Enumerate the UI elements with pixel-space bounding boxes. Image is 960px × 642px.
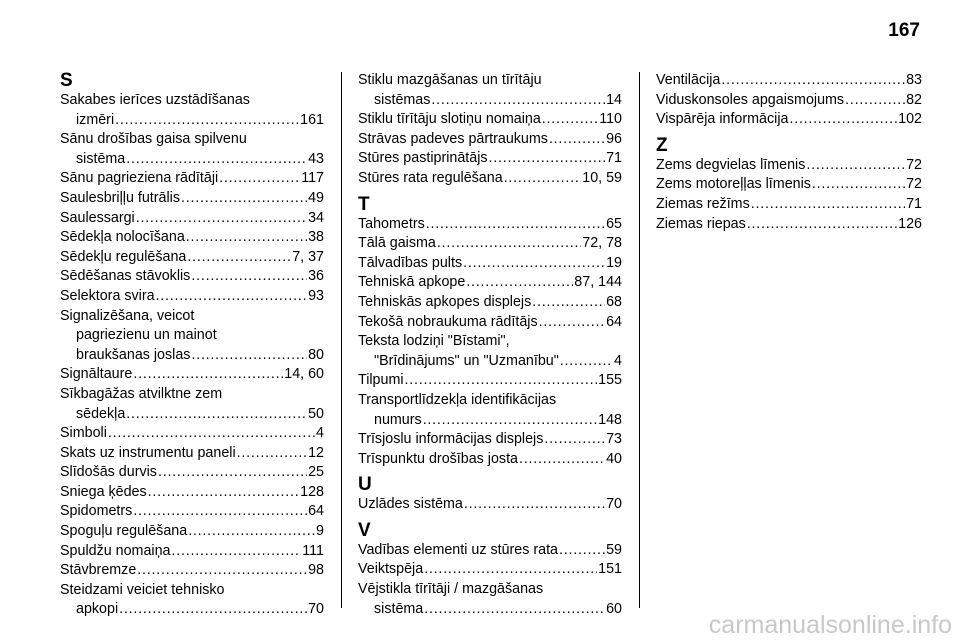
dot-leader	[426, 215, 605, 235]
dot-leader	[721, 71, 905, 91]
index-entry-term: apkopi	[76, 601, 119, 618]
index-entry-term: Spuldžu nomaiņa	[60, 542, 171, 559]
index-entry-pages: 12	[308, 444, 324, 461]
index-entry	[60, 91, 324, 130]
index-entry-term: sistēma	[76, 150, 126, 167]
index-entry-term: Ziemas riepas	[656, 215, 746, 232]
index-entry-pages: 14, 60	[284, 366, 324, 383]
dot-leader	[133, 365, 283, 385]
index-entry	[358, 149, 622, 169]
dot-leader	[549, 130, 605, 150]
index-entry-term: Zems motoreļļas līmenis	[656, 176, 811, 193]
index-entry	[358, 391, 622, 430]
index-entry	[60, 444, 324, 464]
index-entry-term: Saulesbriļļu futrālis	[60, 189, 180, 206]
dot-leader	[171, 542, 301, 562]
dot-leader	[108, 424, 315, 444]
index-entry	[358, 332, 622, 371]
index-entry	[358, 169, 622, 189]
dot-leader	[237, 444, 307, 464]
index-entry-pages: 148	[598, 411, 622, 428]
dot-leader	[747, 215, 897, 235]
index-entry-term: Zems degvielas līmenis	[656, 156, 806, 173]
index-entry-pages: 80	[308, 346, 324, 363]
index-entry-pages: 34	[308, 209, 324, 226]
index-entry-term: Tekošā nobraukuma rādītājs	[358, 313, 538, 330]
dot-leader	[751, 195, 905, 215]
index-entry-term: Uzlādes sistēma	[358, 496, 463, 513]
index-entry-term: Veiktspēja	[358, 561, 424, 578]
index-entry-term: Tālā gaisma	[358, 235, 436, 252]
index-entry-pages: 161	[300, 111, 324, 128]
dot-leader	[489, 149, 606, 169]
index-entry-pages: 4	[316, 425, 324, 442]
dot-leader	[845, 91, 905, 111]
dot-leader	[115, 111, 299, 131]
index-entry-pages: 25	[308, 464, 324, 481]
dot-leader	[191, 267, 307, 287]
index-entry	[60, 209, 324, 229]
page-number: 167	[888, 20, 920, 41]
dot-leader	[466, 273, 573, 293]
dot-leader	[156, 287, 308, 307]
dot-leader	[126, 150, 307, 170]
index-entry-pages: 110	[599, 111, 622, 128]
index-entry-term: braukšanas joslas	[76, 346, 191, 363]
index-entry-pages: 87, 144	[574, 274, 622, 291]
index-entry-pages: 59	[606, 541, 622, 558]
dot-leader	[539, 313, 605, 333]
index-entry-term: sistēmas	[374, 91, 431, 108]
dot-leader	[559, 541, 605, 561]
column-divider	[639, 72, 640, 608]
index-entry-term: "Brīdinājums" un "Uzmanību"	[374, 352, 559, 369]
index-entry-pages: 126	[898, 215, 922, 232]
index-entry	[358, 110, 622, 130]
index-entry-pages: 102	[898, 111, 922, 128]
index-entry	[358, 234, 622, 254]
index-entry-term: numurs	[374, 411, 422, 428]
index-entry	[358, 273, 622, 293]
index-column-1	[60, 71, 324, 620]
dot-leader	[463, 254, 605, 274]
index-entry-term: Sānu pagrieziena rādītāji	[60, 170, 219, 187]
dot-leader	[191, 346, 307, 366]
index-column-3	[656, 71, 922, 234]
index-entry-pages: 72	[906, 176, 922, 193]
dot-leader	[119, 600, 307, 620]
index-entry-term: Viduskonsoles apgaismojums	[656, 91, 845, 108]
index-entry-pages: 98	[308, 562, 324, 579]
index-entry-term: Stiklu tīrītāju slotiņu nomaiņa	[358, 111, 541, 128]
dot-leader	[464, 495, 605, 515]
index-entry-pages: 70	[308, 601, 324, 618]
index-entry-term: Selektora svira	[60, 287, 155, 304]
index-entry-term: izmēri	[76, 111, 115, 128]
index-entry	[60, 248, 324, 268]
index-entry	[656, 215, 922, 235]
index-entry-term: Sānu drošības gaisa spilvenu	[60, 131, 247, 148]
dot-leader	[504, 169, 582, 189]
index-entry-pages: 43	[308, 150, 324, 167]
index-entry-term: Sakabes ierīces uzstādīšanas	[60, 92, 250, 108]
index-entry-term: Spoguļu regulēšana	[60, 523, 188, 540]
dot-leader	[136, 209, 307, 229]
index-entry	[656, 91, 922, 111]
index-entry-pages: 72, 78	[582, 235, 622, 252]
index-entry	[358, 450, 622, 470]
index-entry	[60, 581, 324, 620]
index-entry-term: Vējstikla tīrītāji / mazgāšanas	[358, 581, 544, 598]
index-entry-term: Tālvadības pults	[358, 254, 463, 271]
index-entry-pages: 73	[606, 431, 622, 448]
index-entry-pages: 71	[906, 195, 922, 212]
index-entry-term: Strāvas padeves pārtraukums	[358, 130, 548, 147]
dot-leader	[133, 502, 307, 522]
index-entry	[60, 287, 324, 307]
index-entry	[358, 430, 622, 450]
dot-leader	[806, 156, 905, 176]
dot-leader	[158, 463, 307, 483]
index-entry	[358, 495, 622, 515]
index-entry	[656, 175, 922, 195]
index-entry-term: Stāvbremze	[60, 562, 137, 579]
index-entry-term: Skats uz instrumentu paneli	[60, 444, 236, 461]
column-divider	[341, 72, 342, 608]
index-entry	[60, 365, 324, 385]
index-entry-term: Stūres rata regulēšana	[358, 169, 503, 186]
dot-leader	[126, 405, 307, 425]
index-entry-term: Trīsjoslu informācijas displejs	[358, 431, 544, 448]
index-entry-pages: 71	[606, 150, 622, 167]
index-entry-term: Tahometrs	[358, 215, 425, 232]
index-entry-pages: 50	[308, 405, 324, 422]
index-entry	[656, 195, 922, 215]
dot-leader	[560, 352, 613, 372]
index-entry	[358, 313, 622, 333]
index-entry	[60, 522, 324, 542]
dot-leader	[423, 411, 597, 431]
index-entry-pages: 155	[598, 372, 622, 389]
index-entry	[358, 215, 622, 235]
index-entry-term: Stiklu mazgāšanas un tīrītāju	[358, 72, 542, 88]
index-entry-term: Simboli	[60, 425, 107, 442]
index-entry-pages: 4	[614, 352, 622, 369]
index-entry	[60, 130, 324, 169]
dot-leader	[137, 561, 307, 581]
dot-leader	[405, 371, 598, 391]
index-entry-pages: 117	[301, 170, 324, 187]
index-entry-term: Ziemas režīms	[656, 195, 750, 212]
index-entry-pages: 70	[606, 496, 622, 513]
index-entry-pages: 64	[606, 313, 622, 330]
index-entry-pages: 128	[300, 483, 324, 500]
dot-leader	[181, 189, 307, 209]
index-entry	[656, 71, 922, 91]
dot-leader	[187, 248, 291, 268]
dot-leader	[789, 110, 897, 130]
index-entry-pages: 49	[308, 189, 324, 206]
index-entry	[60, 307, 324, 366]
index-entry-pages: 60	[606, 600, 622, 617]
index-entry-pages: 65	[606, 215, 622, 232]
index-letter-heading: T	[358, 193, 370, 215]
index-entry-term: Teksta lodziņi "Bīstami",	[358, 333, 510, 350]
index-entry-pages: 93	[308, 287, 324, 304]
index-entry	[358, 541, 622, 561]
index-entry-term: Trīspunktu drošības josta	[358, 450, 518, 467]
index-entry-pages: 40	[606, 450, 622, 467]
index-entry-pages: 68	[606, 293, 622, 310]
index-entry	[60, 267, 324, 287]
index-column-2	[358, 71, 622, 619]
dot-leader	[186, 228, 307, 248]
index-entry-term: Spidometrs	[60, 503, 133, 520]
index-entry	[358, 580, 622, 619]
index-entry-term: Tilpumi	[358, 372, 404, 389]
dot-leader	[542, 110, 598, 130]
index-letter-heading: S	[60, 70, 73, 91]
index-entry-term: Sēdēšanas stāvoklis	[60, 268, 191, 285]
watermark: carmanualsonline.info	[708, 611, 952, 639]
index-entry-term: Sniega ķēdes	[60, 483, 147, 500]
index-entry-term: Vadības elementi uz stūres rata	[358, 541, 558, 558]
index-entry-pages: 82	[906, 91, 922, 108]
index-entry	[656, 110, 922, 130]
index-entry-term: Signāltaure	[60, 366, 133, 383]
index-entry	[60, 463, 324, 483]
index-entry	[60, 189, 324, 209]
index-entry	[358, 293, 622, 313]
index-entry	[358, 371, 622, 391]
dot-leader	[437, 234, 581, 254]
index-entry-pages: 38	[308, 229, 324, 246]
index-entry-term: sēdekļa	[76, 405, 126, 422]
index-entry-term: Slīdošās durvis	[60, 464, 157, 481]
index-entry	[60, 542, 324, 562]
index-entry-term: Steidzami veiciet tehnisko	[60, 581, 225, 598]
index-entry	[60, 424, 324, 444]
dot-leader	[519, 450, 605, 470]
dot-leader	[812, 175, 905, 195]
index-entry	[358, 560, 622, 580]
dot-leader	[219, 169, 300, 189]
index-entry-pages: 151	[598, 561, 622, 578]
dot-leader	[424, 560, 597, 580]
dot-leader	[188, 522, 315, 542]
index-entry-term: sistēma	[374, 600, 424, 617]
index-entry	[60, 228, 324, 248]
index-entry	[60, 385, 324, 424]
index-entry-term: Sēdekļa nolocīšana	[60, 229, 185, 246]
index-entry-pages: 14	[606, 91, 622, 108]
index-entry-term: Saulessargi	[60, 209, 135, 226]
dot-leader	[431, 91, 605, 111]
dot-leader	[532, 293, 605, 313]
index-entry-term: Stūres pastiprinātājs	[358, 150, 488, 167]
index-entry-term: Signalizēšana, veicot	[60, 307, 195, 324]
index-entry	[656, 156, 922, 176]
index-entry-term: Vispārēja informācija	[656, 111, 789, 128]
index-entry-term: Tehniskā apkope	[358, 274, 466, 291]
dot-leader	[148, 483, 300, 503]
index-entry	[358, 254, 622, 274]
index-entry-term: Sīkbagāžas atvilktne zem	[60, 385, 223, 402]
index-letter-heading: Z	[656, 134, 668, 156]
index-entry-term: Tehniskās apkopes displejs	[358, 293, 532, 310]
index-entry	[358, 130, 622, 150]
index-entry-pages: 9	[316, 523, 324, 540]
index-entry-pages: 96	[606, 130, 622, 147]
index-entry-pages: 64	[308, 503, 324, 520]
index-entry	[60, 483, 324, 503]
index-entry-term: Sēdekļu regulēšana	[60, 248, 187, 265]
index-entry-pages: 10, 59	[582, 169, 622, 186]
index-letter-heading: U	[358, 474, 372, 496]
index-entry	[358, 71, 622, 110]
dot-leader	[544, 430, 605, 450]
index-entry-pages: 7, 37	[292, 248, 324, 265]
index-entry-term: Transportlīdzekļa identifikācijas	[358, 391, 557, 408]
dot-leader	[424, 600, 605, 620]
index-entry-pages: 19	[606, 254, 622, 271]
index-entry	[60, 502, 324, 522]
index-entry-pages: 36	[308, 268, 324, 285]
index-entry-term: Ventilācija	[656, 72, 721, 88]
index-letter-heading: V	[358, 519, 371, 541]
index-entry-pages: 111	[302, 542, 324, 559]
index-entry-pages: 83	[906, 72, 922, 88]
index-entry-term: pagriezienu un mainot	[76, 327, 217, 344]
index-entry	[60, 561, 324, 581]
index-entry-pages: 72	[906, 156, 922, 173]
index-entry	[60, 169, 324, 189]
